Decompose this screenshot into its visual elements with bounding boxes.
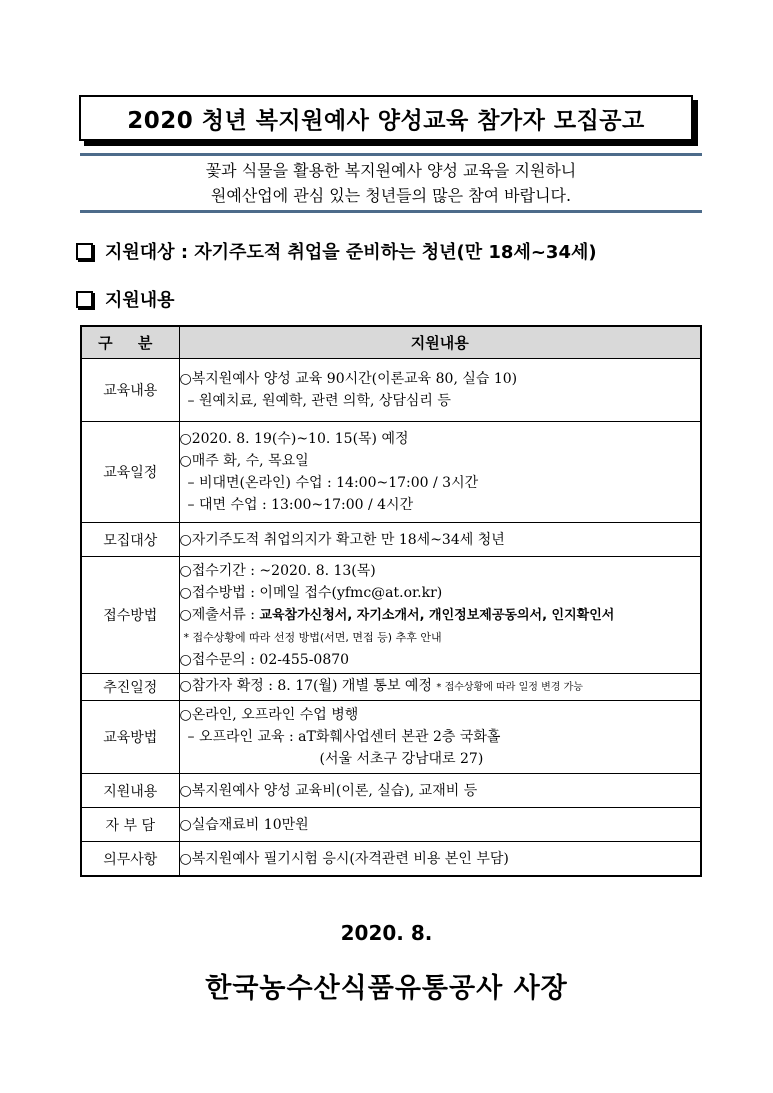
table-row [81, 808, 701, 842]
row-content [179, 674, 701, 701]
table-row [81, 701, 701, 774]
row-content [179, 774, 701, 808]
row-content [179, 359, 701, 422]
table-row [81, 557, 701, 674]
documents-value: 교육참가신청서, 자기소개서, 개인정보제공동의서, 인지확인서 [259, 607, 615, 623]
row-line: ○접수문의 : 02-455-0870 [179, 651, 350, 668]
row-content [179, 523, 701, 557]
row-category: 추진일정 [81, 674, 179, 701]
row-content [179, 842, 701, 877]
row-line [180, 604, 701, 627]
documents-label: ○제출서류 : [179, 606, 260, 623]
row-content [179, 701, 701, 774]
row-category: 지원내용 [81, 774, 179, 808]
row-line: ○온라인, 오프라인 수업 병행 [179, 707, 359, 723]
row-category: 교육내용 [81, 359, 179, 422]
row-category: 접수방법 [81, 557, 179, 674]
intro-divider-bottom [80, 210, 702, 213]
table-header-row [81, 326, 701, 359]
row-line: ○복지원예사 필기시험 응시(자격관련 비용 본인 부담) [179, 850, 509, 867]
row-category: 모집대상 [81, 523, 179, 557]
row-line: – 비대면(온라인) 수업 : 14:00~17:00 / 3시간 [187, 475, 479, 491]
table-row [81, 774, 701, 808]
intro-line-2: 원예산업에 관심 있는 청년들의 많은 참여 바랍니다. [210, 186, 572, 205]
row-content [179, 557, 701, 674]
header-category: 구 분 [81, 326, 179, 359]
row-line: (서울 서초구 강남대로 27) [319, 751, 484, 767]
row-category: 자 부 담 [81, 808, 179, 842]
row-content [179, 422, 701, 523]
support-table [80, 325, 702, 877]
row-line: ○자기주도적 취업의지가 확고한 만 18세~34세 청년 [179, 531, 505, 548]
notice-date: 2020. 8. [340, 921, 433, 945]
table-row [81, 422, 701, 523]
intro-divider-top [80, 153, 702, 156]
row-content [179, 808, 701, 842]
row-line: ○매주 화, 수, 목요일 [179, 453, 309, 469]
section-target [76, 238, 597, 264]
row-line: ○복지원예사 양성 교육비(이론, 실습), 교재비 등 [179, 782, 478, 799]
section-target-text: 지원대상 : 자기주도적 취업을 준비하는 청년(만 18세~34세) [105, 242, 597, 263]
checkbox-bullet-icon [76, 291, 93, 308]
row-note: * 접수상황에 따라 일정 변경 가능 [436, 682, 583, 693]
table-row [81, 842, 701, 877]
row-main-text: ○참가자 확정 : 8. 17(월) 개별 통보 예정 [179, 678, 432, 694]
row-line [180, 675, 701, 699]
row-line: ○접수기간 : ~2020. 8. 13(목) [179, 562, 376, 579]
row-note: * 접수상황에 따라 선정 방법(서면, 면접 등) 추후 안내 [183, 630, 442, 644]
checkbox-bullet-icon [76, 243, 93, 260]
issuer-name: 한국농수산식품유통공사 사장 [205, 973, 568, 1004]
row-line: – 오프라인 교육 : aT화훼사업센터 본관 2층 국화홀 [187, 729, 501, 745]
table-row [81, 359, 701, 422]
row-category: 교육방법 [81, 701, 179, 774]
row-line: ○복지원예사 양성 교육 90시간(이론교육 80, 실습 10) [179, 371, 518, 387]
row-line: – 대면 수업 : 13:00~17:00 / 4시간 [187, 497, 414, 513]
table-row [81, 523, 701, 557]
header-content: 지원내용 [179, 326, 701, 359]
section-content-text: 지원내용 [105, 290, 175, 311]
row-category: 의무사항 [81, 842, 179, 877]
row-line: ○2020. 8. 19(수)~10. 15(목) 예정 [179, 431, 409, 447]
intro-text [80, 158, 702, 208]
row-line: ○실습재료비 10만원 [179, 816, 309, 833]
row-category: 교육일정 [81, 422, 179, 523]
row-line: – 원예치료, 원예학, 관련 의학, 상담심리 등 [187, 393, 451, 409]
table-row [81, 674, 701, 701]
intro-line-1: 꽃과 식물을 활용한 복지원예사 양성 교육을 지원하니 [205, 161, 577, 180]
section-content [76, 286, 175, 312]
row-line: ○접수방법 : 이메일 접수(yfmc@at.or.kr) [179, 584, 443, 601]
page-title: 2020 청년 복지원예사 양성교육 참가자 모집공고 [79, 95, 693, 141]
